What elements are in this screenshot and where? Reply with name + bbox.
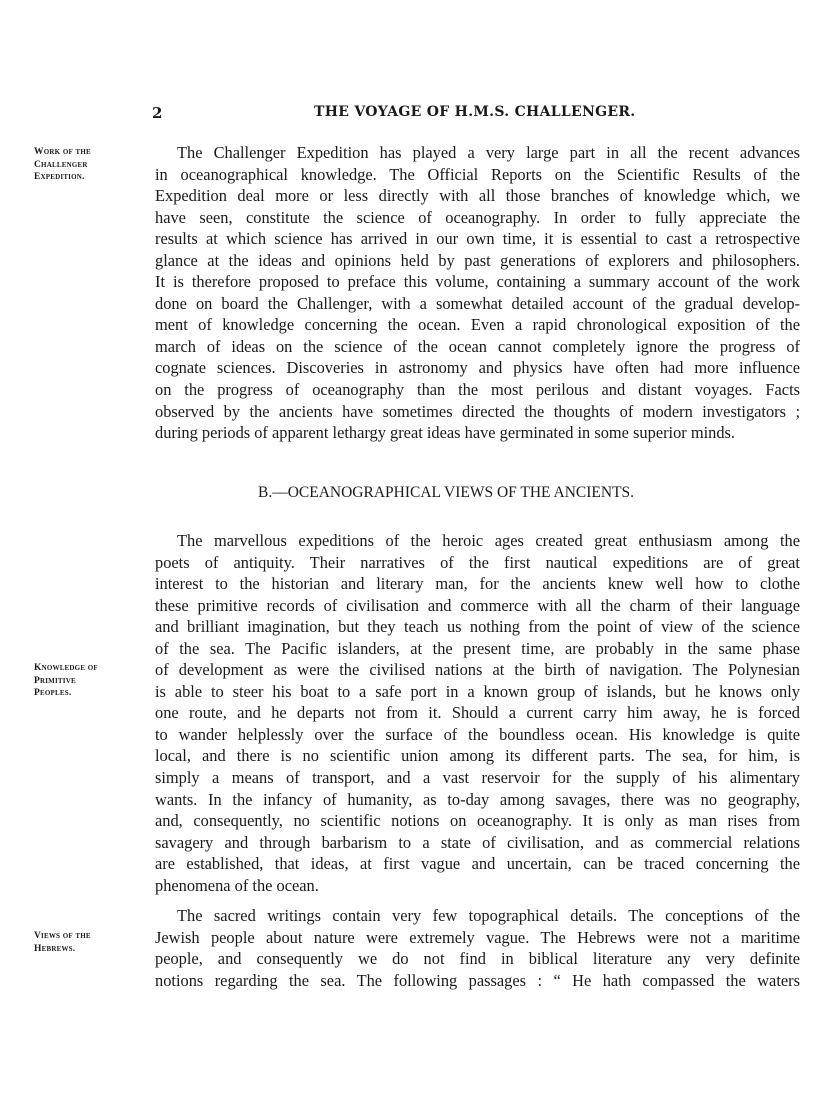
sidenote-line: Expedition. bbox=[34, 172, 85, 182]
text-line: in oceanographical knowledge. The Official Reports on the Scientific Results of the bbox=[155, 164, 800, 184]
section-heading: B.—OCEANOGRAPHICAL VIEWS OF THE ANCIENTS. bbox=[258, 484, 635, 501]
text-line: It is therefore proposed to preface this volume, containing a summary account of the work bbox=[155, 272, 800, 292]
text-line: have seen, constitute the science of oceanography. In order to fully appreciate the bbox=[155, 207, 800, 227]
text-line: glance at the ideas and opinions held by past generations of explorers and philosophers. bbox=[155, 250, 800, 270]
sidenote-line: Hebrews. bbox=[34, 943, 76, 954]
text-line: one route, and he departs not from it. Should a current carry him away, he is forced bbox=[155, 703, 800, 723]
text-line: savagery and through barbarism to a state of civilisation, and as commercial relations bbox=[155, 832, 800, 852]
text-line: The sacred writings contain very few topographical details. The conceptions of the bbox=[177, 906, 800, 925]
text-line: wants. In the infancy of humanity, as to-day among savages, there was no geography, bbox=[155, 789, 800, 809]
sidenote-line: Views of the bbox=[34, 931, 91, 941]
text-line: phenomena of the ocean. bbox=[155, 875, 319, 895]
text-line: cognate sciences. Discoveries in astronomy and physics have often had more influence bbox=[155, 358, 800, 378]
text-line: Jewish people about nature were extremely vague. The Hebrews were not a maritime bbox=[155, 927, 800, 947]
text-line: during periods of apparent lethargy great ideas have germinated in some superior minds. bbox=[155, 423, 736, 443]
page-number: 2 bbox=[152, 104, 163, 122]
text-line: and brilliant imagination, but they teach us nothing from the point of view of the science bbox=[155, 617, 800, 637]
sidenote-line: Primitive bbox=[34, 675, 76, 686]
text-line: people, and consequently we do not find in biblical literature any very definite bbox=[155, 949, 800, 969]
text-line: these primitive records of civilisation and commerce with all the charm of their language bbox=[155, 595, 800, 615]
text-line: local, and there is no scientific union among its different parts. The sea, for him, is bbox=[155, 746, 800, 766]
text-line: are established, that ideas, at first vague and uncertain, can be traced concerning the bbox=[155, 854, 800, 874]
sidenote-line: Work of the bbox=[34, 147, 91, 157]
paragraph-3 bbox=[155, 905, 800, 991]
text-line: to wander helplessly over the surface of the boundless ocean. His knowledge is quite bbox=[155, 724, 800, 744]
text-line: of the sea. The Pacific islanders, at the present time, are probably in the same phase bbox=[155, 638, 800, 658]
text-line: done on board the Challenger, with a somewhat detailed account of the gradual develop- bbox=[155, 293, 800, 313]
text-line: of development as were the civilised nations at the birth of navigation. The Polynesian bbox=[155, 660, 800, 680]
sidenote-line: Peoples. bbox=[34, 688, 72, 698]
sidenote-work-of-challenger bbox=[34, 146, 91, 184]
text-line: The marvellous expeditions of the heroic ages created great enthusiasm among the bbox=[177, 531, 800, 550]
text-line: observed by the ancients have sometimes directed the thoughts of modern investigators ; bbox=[155, 401, 800, 421]
sidenote-primitive-peoples bbox=[34, 662, 98, 700]
running-title: THE VOYAGE OF H.M.S. CHALLENGER. bbox=[314, 104, 636, 120]
text-line: results at which science has arrived in our own time, it is essential to cast a retrospective bbox=[155, 229, 800, 249]
text-line: ment of knowledge concerning the ocean. Even a rapid chronological exposition of the bbox=[155, 315, 800, 335]
text-line: simply a means of transport, and a vast reservoir for the supply of his alimentary bbox=[155, 768, 800, 788]
text-line: is able to steer his boat to a safe port in a known group of islands, but he knows only bbox=[155, 681, 800, 701]
text-line: and, consequently, no scientific notions on oceanography. It is only as man rises from bbox=[155, 811, 800, 831]
sidenote-hebrews bbox=[34, 930, 91, 955]
text-line: march of ideas on the science of the ocean cannot completely ignore the progress of bbox=[155, 336, 800, 356]
text-line: on the progress of oceanography than the most perilous and distant voyages. Facts bbox=[155, 380, 800, 400]
text-line: notions regarding the sea. The following passages : “ He hath compassed the waters bbox=[155, 970, 800, 990]
paragraph-2 bbox=[155, 530, 800, 896]
text-line: The Challenger Expedition has played a very large part in all the recent advances bbox=[177, 143, 800, 162]
paragraph-1 bbox=[155, 142, 800, 444]
sidenote-line: Knowledge of bbox=[34, 663, 98, 673]
text-line: Expedition deal more or less directly with all those branches of knowledge which, we bbox=[155, 186, 800, 206]
sidenote-line: Challenger bbox=[34, 159, 88, 170]
text-line: interest to the historian and literary man, for the ancients knew well how to clothe bbox=[155, 574, 800, 594]
text-line: poets of antiquity. Their narratives of the first nautical expeditions are of great bbox=[155, 552, 800, 572]
